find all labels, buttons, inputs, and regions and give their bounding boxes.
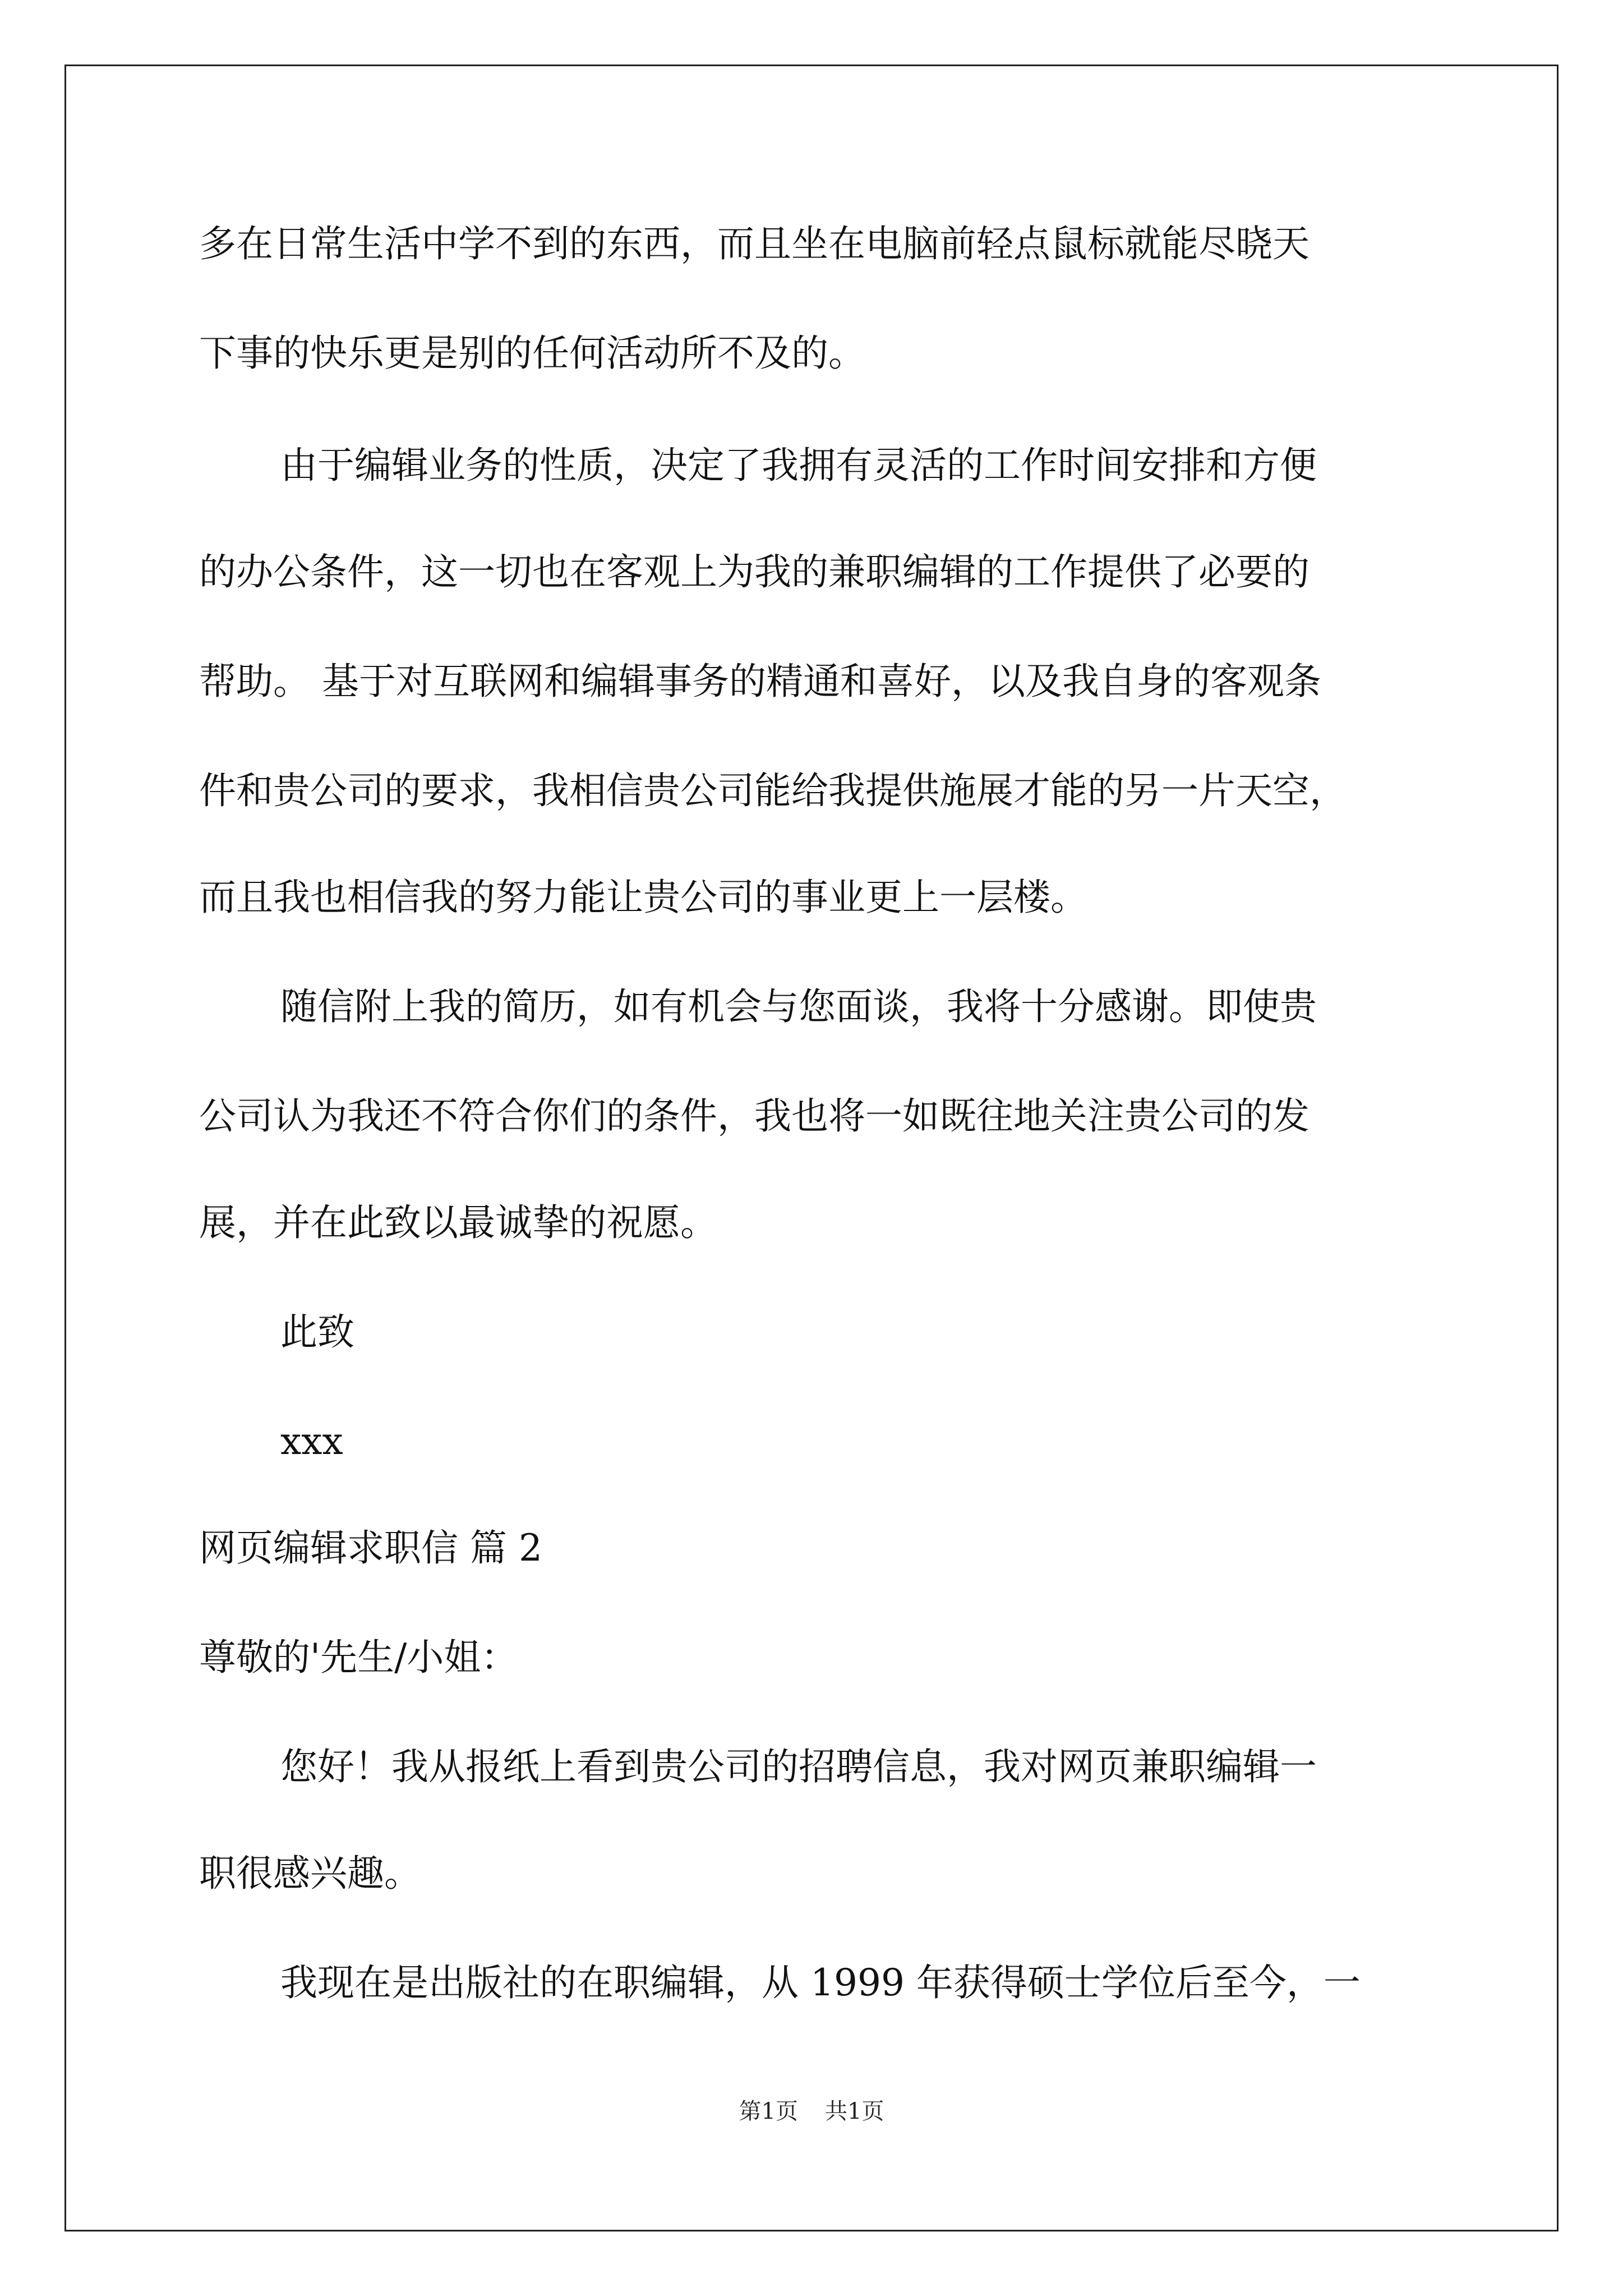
paragraph-line: 下事的快乐更是别的任何活动所不及的。: [199, 332, 865, 375]
page-total: 共1页: [825, 2099, 884, 2124]
paragraph-line: 件和贵公司的要求，我相信贵公司能给我提供施展才能的另一片天空，: [199, 769, 1347, 812]
paragraph-line: 的办公条件，这一切也在客观上为我的兼职编辑的工作提供了必要的: [199, 550, 1310, 593]
closing-salutation: 此致: [280, 1310, 354, 1354]
paragraph-line: 帮助。 基于对互联网和编辑事务的精通和喜好，以及我自身的客观条: [199, 660, 1321, 703]
greeting: 尊敬的'先生/小姐：: [199, 1636, 518, 1679]
section-heading: 网页编辑求职信 篇 2: [199, 1526, 542, 1570]
paragraph-line: 您好！我从报纸上看到贵公司的招聘信息，我对网页兼职编辑一: [280, 1745, 1317, 1788]
page-number: 第1页: [739, 2099, 798, 2124]
paragraph-line: 多在日常生活中学不到的东西，而且坐在电脑前轻点鼠标就能尽晓天: [199, 222, 1310, 265]
page-footer: [0, 2097, 1623, 2126]
page-border: [64, 65, 1559, 2231]
paragraph-line: 我现在是出版社的在职编辑，从 1999 年获得硕士学位后至今，一: [280, 1961, 1361, 2004]
paragraph-line: 随信附上我的简历，如有机会与您面谈，我将十分感谢。即使贵: [280, 985, 1317, 1028]
paragraph-line: 而且我也相信我的努力能让贵公司的事业更上一层楼。: [199, 876, 1087, 919]
paragraph-line: 由于编辑业务的性质，决定了我拥有灵活的工作时间安排和方便: [280, 444, 1317, 487]
paragraph-line: 展，并在此致以最诚挚的祝愿。: [199, 1201, 717, 1244]
paragraph-line: 职很感兴趣。: [199, 1852, 421, 1895]
signature-name: xxx: [280, 1420, 343, 1463]
paragraph-line: 公司认为我还不符合你们的条件，我也将一如既往地关注贵公司的发: [199, 1094, 1310, 1138]
